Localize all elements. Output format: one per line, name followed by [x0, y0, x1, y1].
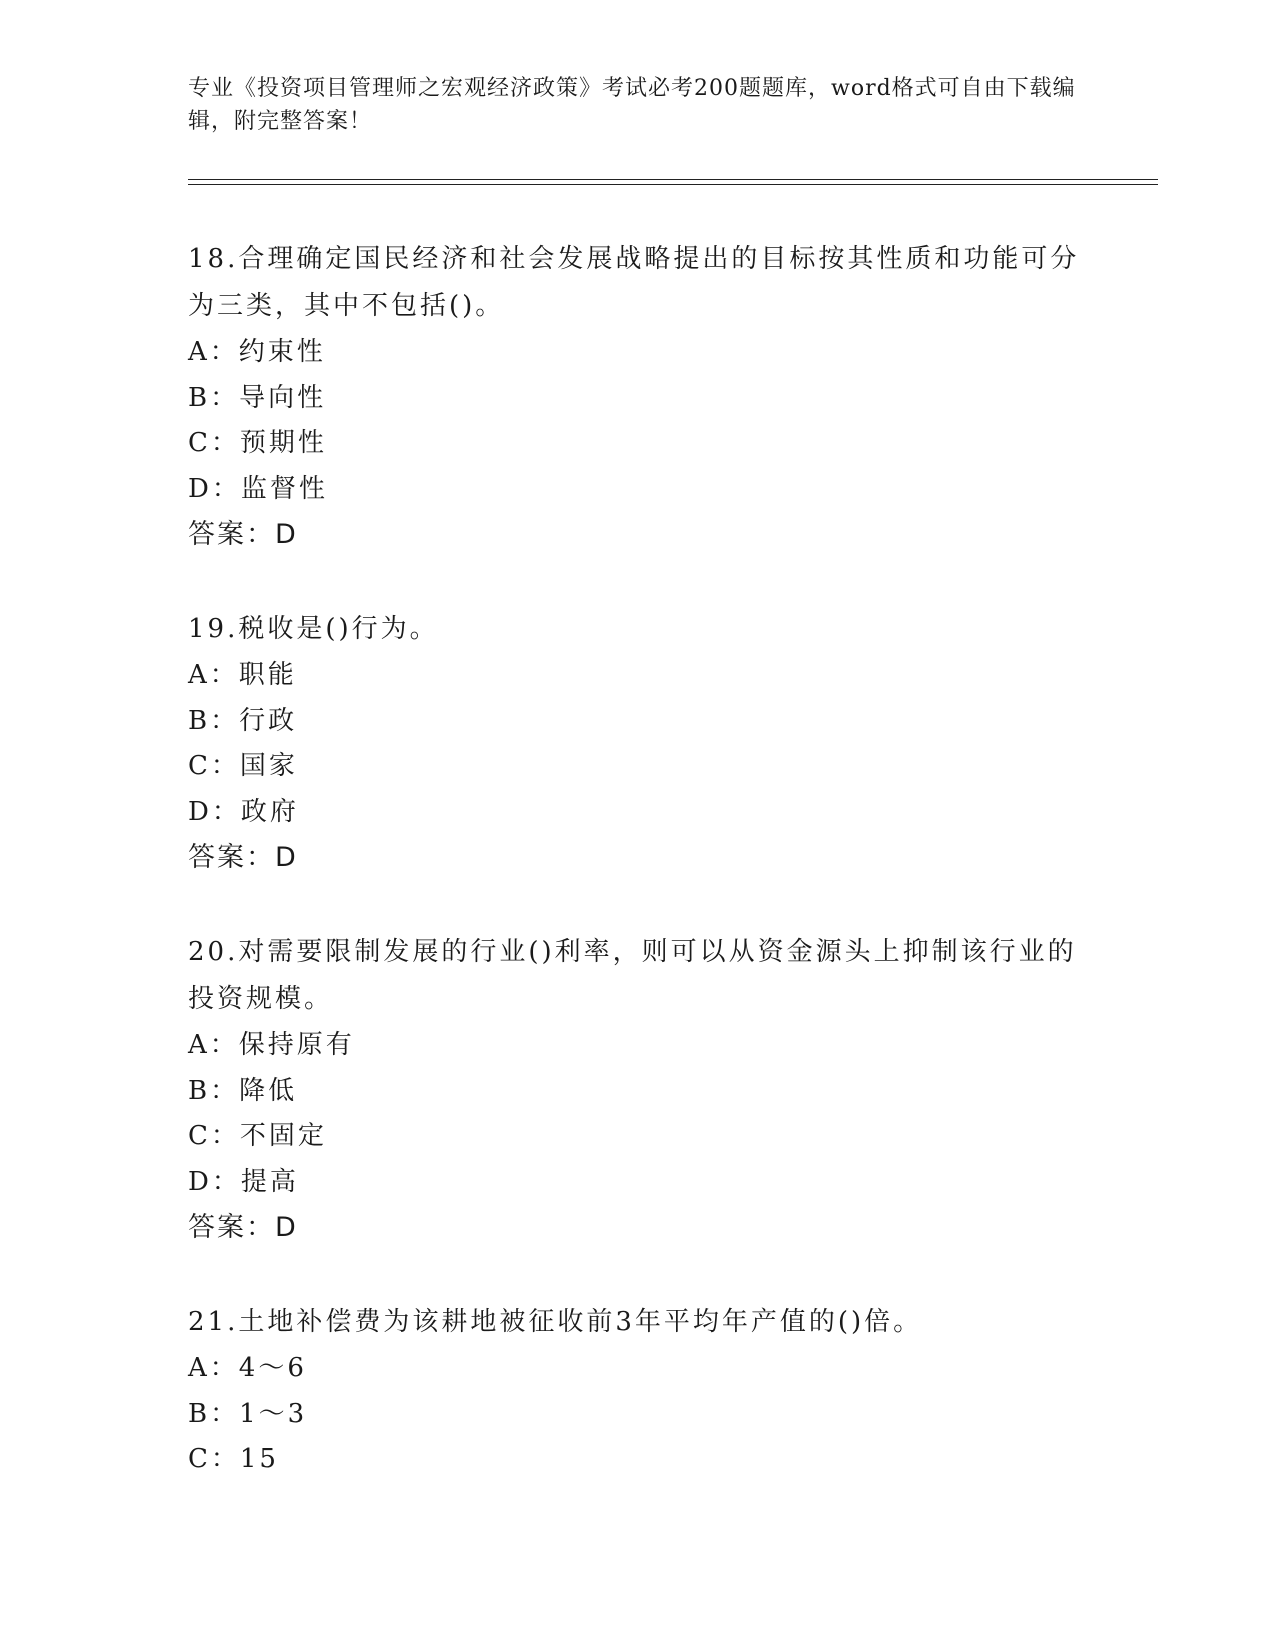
option-d: D：政府 — [188, 796, 299, 827]
question-stem: 19.税收是()行为。 — [188, 614, 439, 644]
answer-line: 答案：D — [188, 842, 298, 873]
option-b: B：导向性 — [188, 382, 327, 413]
option-c: C：15 — [188, 1444, 279, 1474]
option-a: A：约束性 — [188, 337, 326, 367]
answer-line: 答案：D — [188, 1212, 298, 1243]
option-b: B：行政 — [188, 705, 298, 736]
option-c: C：不固定 — [188, 1121, 327, 1151]
question-stem: 20.对需要限制发展的行业()利率，则可以从资金源头上抑制该行业的投资规模。 — [188, 937, 1077, 1014]
question-19 — [188, 606, 1088, 881]
option-a: A：职能 — [188, 660, 297, 690]
header-divider-top — [188, 179, 1158, 180]
option-c: C：国家 — [188, 751, 298, 781]
option-d: D：监督性 — [188, 473, 328, 504]
question-stem: 21.土地补偿费为该耕地被征收前3年平均年产值的()倍。 — [188, 1307, 923, 1337]
question-list — [188, 236, 1088, 1531]
answer-line: 答案：D — [188, 519, 298, 550]
question-18 — [188, 236, 1088, 558]
option-b: B：降低 — [188, 1075, 298, 1106]
question-20 — [188, 929, 1088, 1251]
option-c: C：预期性 — [188, 428, 327, 458]
question-21 — [188, 1299, 1088, 1483]
header-divider-bottom — [188, 184, 1158, 185]
question-stem: 18.合理确定国民经济和社会发展战略提出的目标按其性质和功能可分为三类，其中不包括()。 — [188, 244, 1080, 321]
option-b: B：1～3 — [188, 1398, 308, 1429]
option-d: D：提高 — [188, 1166, 299, 1197]
document-intro: 专业《投资项目管理师之宏观经济政策》考试必考200题题库，word格式可自由下载编辑，附完整答案！ — [188, 76, 1076, 134]
option-a: A：4～6 — [188, 1353, 307, 1383]
option-a: A：保持原有 — [188, 1030, 355, 1060]
